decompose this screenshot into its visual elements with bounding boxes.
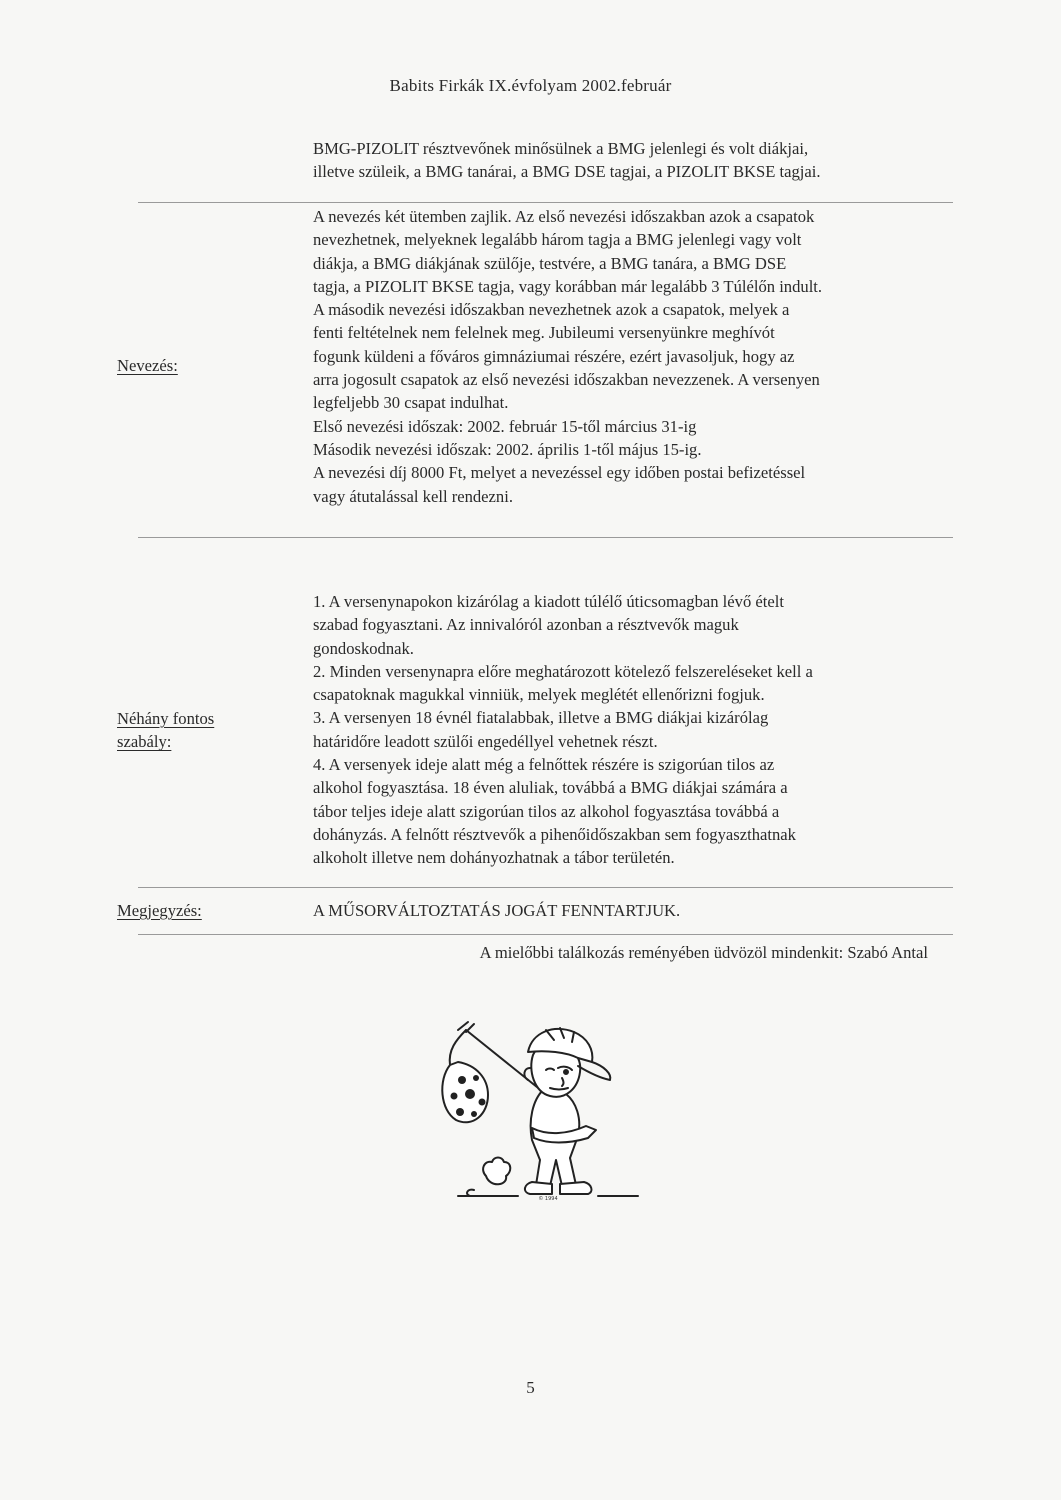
megjegyzes-text: A MŰSORVÁLTOZTATÁS JOGÁT FENNTARTJUK. <box>313 901 681 920</box>
divider <box>138 887 953 888</box>
nevezes-line: tagja, a PIZOLIT BKSE tagja, vagy korábban már legalább 3 Túlélőn indult. <box>313 276 823 296</box>
szabaly-line: 1. A versenynapokon kizárólag a kiadott túlélő úticsomagban lévő ételt <box>313 592 784 611</box>
szabaly-line: 3. A versenyen 18 évnél fiatalabbak, illetve a BMG diákjai kizárólag <box>313 708 769 728</box>
szabaly-line: alkohol fogyasztása. 18 éven aluliak, továbbá a BMG diákjai számára a <box>313 778 788 798</box>
nevezes-line: diákja, a BMG diákjának szülője, testvére, a BMG tanára, a BMG DSE <box>313 253 787 273</box>
section-label-megjegyzes: Megjegyzés: <box>117 901 202 920</box>
szabaly-line: szabad fogyasztani. Az innivalóról azonban a résztvevők maguk <box>313 615 739 635</box>
hobo-boy-cartoon-icon <box>428 1010 668 1200</box>
nevezes-line: legfeljebb 30 csapat indulhat. <box>313 393 509 413</box>
szabaly-line: 4. A versenyek ideje alatt még a felnőttek részére is szigorúan tilos az <box>313 755 775 775</box>
divider <box>138 202 953 203</box>
szabaly-paragraph <box>313 590 953 870</box>
nevezes-line: vagy átutalással kell rendezni. <box>313 486 513 506</box>
szabaly-line: dohányzás. A felnőtt résztvevők a pihenőidőszakban sem fogyaszthatnak <box>313 824 796 844</box>
divider <box>138 934 953 935</box>
divider <box>138 537 953 538</box>
section-label-szabaly-line: szabály: <box>117 732 172 752</box>
nevezes-paragraph <box>313 205 953 508</box>
page-header: Babits Firkák IX.évfolyam 2002.február <box>389 76 672 95</box>
nevezes-line: A nevezési díj 8000 Ft, melyet a nevezéssel egy időben postai befizetéssel <box>313 463 806 483</box>
section-label-szabaly-line: Néhány fontos <box>117 709 215 728</box>
nevezes-line: A második nevezési időszakban nevezhetnek azok a csapatok, melyek a <box>313 300 790 320</box>
nevezes-line: fogunk küldeni a főváros gimnáziumai részére, ezért javasoljuk, hogy az <box>313 346 795 366</box>
nevezes-line: Második nevezési időszak: 2002. április 1-től május 15-ig. <box>313 439 702 459</box>
intro-line: BMG-PIZOLIT résztvevőnek minősülnek a BMG jelenlegi és volt diákjai, <box>313 139 809 158</box>
signoff: A mielőbbi találkozás reményében üdvözöl mindenkit: Szabó Antal <box>479 943 928 962</box>
szabaly-line: csapatoknak magukkal vinniük, melyek meglétét ellenőrizni fogjuk. <box>313 685 765 705</box>
szabaly-line: alkoholt illetve nem dohányozhatnak a tábor területén. <box>313 848 675 868</box>
nevezes-line: fenti feltételnek nem felelnek meg. Jubileumi versenyünkre meghívót <box>313 323 775 343</box>
szabaly-line: határidőre leadott szülői engedéllyel vehetnek részt. <box>313 731 658 751</box>
page-number: 5 <box>526 1378 535 1397</box>
szabaly-line: 2. Minden versenynapra előre meghatározott kötelező felszereléseket kell a <box>313 661 813 681</box>
section-label-nevezes: Nevezés: <box>117 356 178 375</box>
section-label-szabaly <box>117 707 214 754</box>
intro-paragraph <box>313 137 953 184</box>
szabaly-line: gondoskodnak. <box>313 638 414 658</box>
nevezes-line: arra jogosult csapatok az első nevezési időszakban nevezzenek. A versenyen <box>313 370 820 390</box>
nevezes-line: Első nevezési időszak: 2002. február 15-től március 31-ig <box>313 416 697 436</box>
szabaly-line: tábor teljes ideje alatt szigorúan tilos az alkohol fogyasztása továbbá a <box>313 801 780 821</box>
intro-line: illetve szüleik, a BMG tanárai, a BMG DSE tagjai, a PIZOLIT BKSE tagjai. <box>313 162 821 182</box>
illustration-copyright: © 1994 <box>538 1196 558 1200</box>
nevezes-line: A nevezés két ütemben zajlik. Az első nevezési időszakban azok a csapatok <box>313 207 815 226</box>
nevezes-line: nevezhetnek, melyeknek legalább három tagja a BMG jelenlegi vagy volt <box>313 230 802 250</box>
